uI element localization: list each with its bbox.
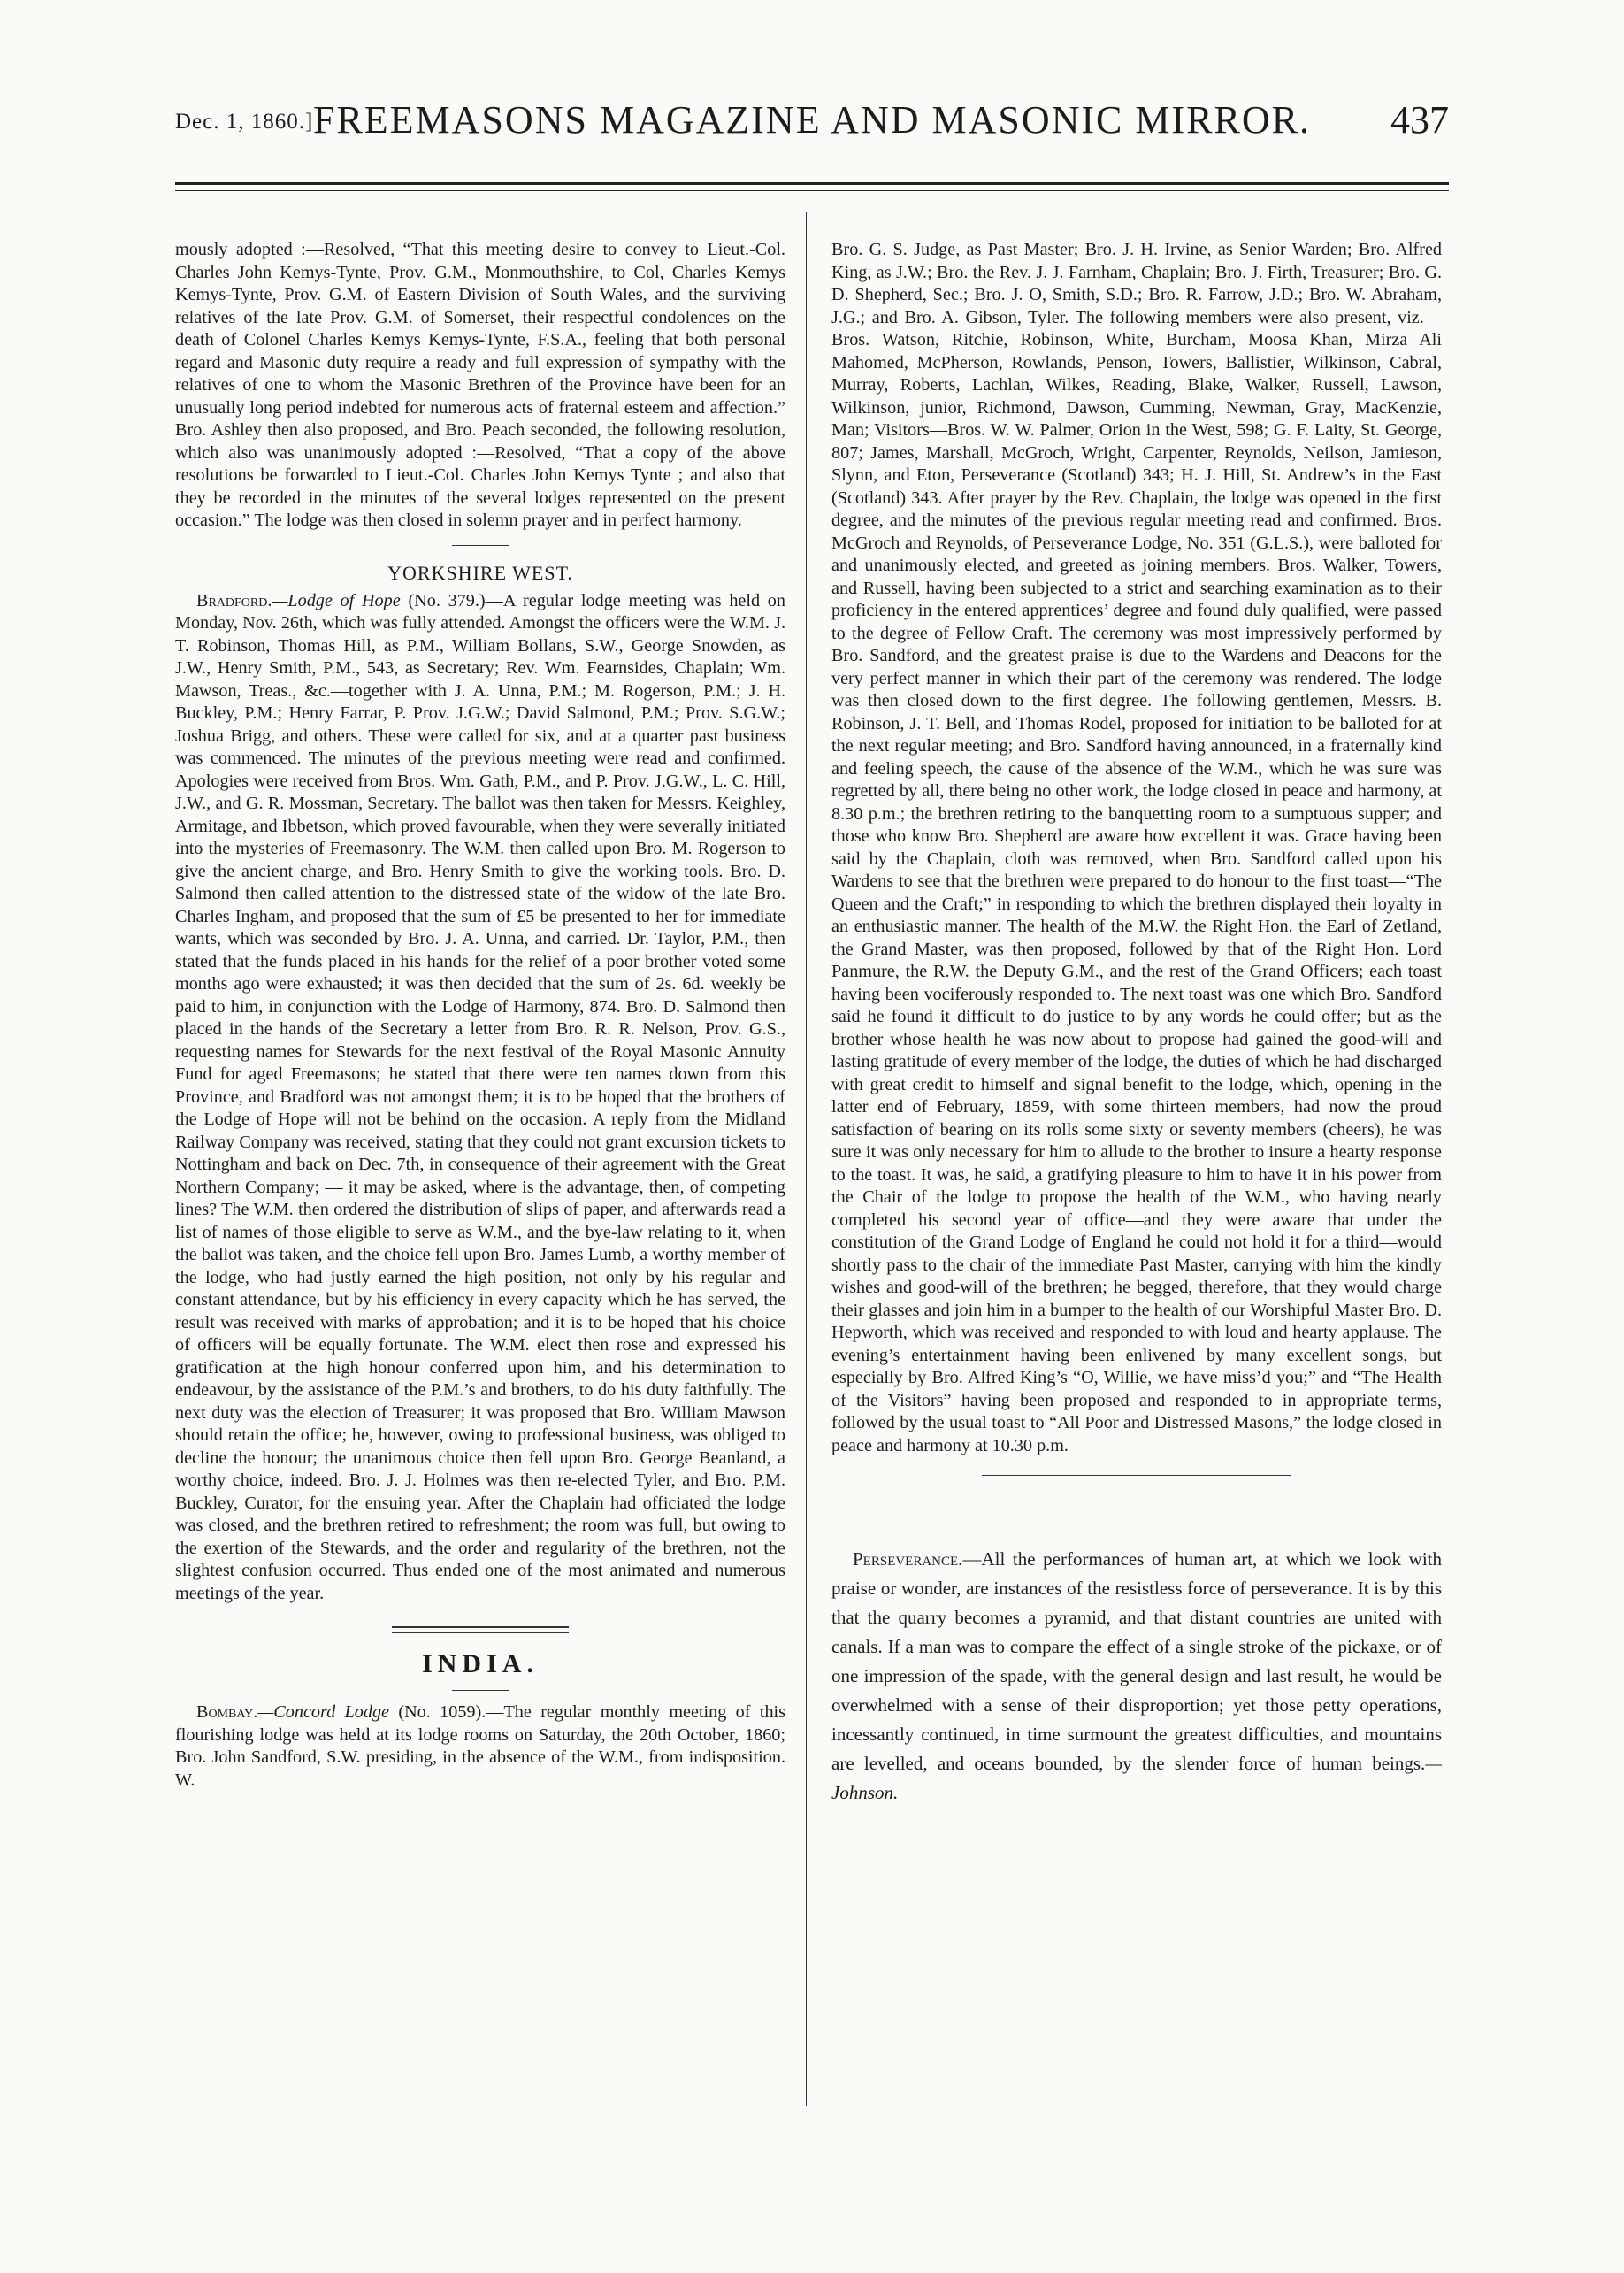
india-rule-bottom	[392, 1632, 569, 1633]
bradford-report-paragraph	[175, 590, 785, 1606]
column-divider	[806, 212, 807, 2106]
india-subrule	[452, 1690, 509, 1691]
perseverance-paragraph	[831, 1545, 1442, 1808]
right-column	[831, 239, 1442, 1808]
india-section	[175, 1626, 785, 1792]
india-rule-top	[392, 1626, 569, 1628]
perseverance-section	[831, 1545, 1442, 1808]
article-end-rule	[982, 1475, 1291, 1476]
somerset-resolution-paragraph: mously adopted :—Resolved, “That this meeting desire to convey to Lieut.-Col. Charles John Kemys-Tynte, Prov. G.M., Monmouthshire, to Col, Charles Kemys Kemys-Tynte, Prov. G.M. of Eastern Division of South Wales, and the surviving relatives of the late Prov. G.M. of Somerset, their respectful condolences on the death of Colonel Charles Kemys Kemys-Tynte, F.S.A., feeling that both personal regard and Masonic duty require a ready and full expression of sympathy with the relatives of one to whom the Masonic Brethren of the Province have been for an unusually long period indebted for numerous acts of fraternal esteem and affection.” Bro. Ashley then also proposed, and Bro. Peach seconded, the following resolution, which also was unanimously adopted :—Resolved, “That a copy of the above resolutions be forwarded to Lieut.-Col. Charles John Kemys Tynte ; and also that they be recorded in the minutes of the several lodges represented on the present occasion.” The lodge was then closed in solemn prayer and in perfect harmony.	[175, 240, 785, 530]
bradford-report-text: (No. 379.)—A regular lodge meeting was held on Monday, Nov. 26th, which was fully attended. Amongst the officers were the W.M. J. T. Robinson, Thomas Hill, as P.M., William Bollans, S.W., George Snowden, as J.W., Henry Smith, P.M., 543, as Secretary; Rev. Wm. Fearnsides, Chaplain; Wm. Mawson, Treas., &c.—together with J. A. Unna, P.M.; M. Rogerson, P.M.; J. H. Buckley, P.M.; Henry Farrar, P. Prov. J.G.W.; David Salmond, P.M.; Prov. S.G.W.; Joshua Brigg, and others. These were called for six, and at a quarter past business was commenced. The minutes of the previous meeting were read and confirmed. Apologies were received from Bros. Wm. Gath, P.M., and P. Prov. J.G.W., L. C. Hill, J.W., and G. R. Mossman, Secretary. The ballot was then taken for Messrs. Keighley, Armitage, and Ibbetson, which proved favourable, when they were severally initiated into the mysteries of Freemasonry. The W.M. then called upon Bro. M. Rogerson to give the ancient charge, and Bro. Henry Smith to give the working tools. Bro. D. Salmond then called attention to the distressed state of the widow of the late Bro. Charles Ingham, and proposed that the sum of £5 be presented to her for immediate wants, which was seconded by Bro. J. A. Unna, and carried. Dr. Taylor, P.M., then stated that the funds placed in his hands for the relief of a poor brother voted some months ago were exhausted; it was then decided that the sum of 2s. 6d. weekly be paid to him, in conjunction with the Lodge of Harmony, 874. Bro. D. Salmond then placed in the hands of the Secretary a letter from Bro. R. R. Nelson, Prov. G.S., requesting names for Stewards for the next festival of the Royal Masonic Annuity Fund for aged Freemasons; he stated that there were ten names down from this Province, and Bradford was not amongst them; it is to be hoped that the brothers of the Lodge of Hope will not be behind on the occasion. A reply from the Midland Railway Company was received, stating that they could not grant excursion tickets to Nottingham and back on Dec. 7th, in consequence of their agreement with the Great Northern Company; — it may be asked, where is the advantage, then, of competing lines? The W.M. then ordered the distribution of slips of paper, and afterwards read a list of names of those eligible to serve as W.M., and the bye-law relating to it, when the ballot was taken, and the choice fell upon Bro. James Lumb, a worthy member of the lodge, who had justly earned the high position, not only by his regular and constant attendance, but by his efficiency in every capacity which he has served, the result was received with marks of approbation; and it is to be hoped that his choice of officers will be equally fortunate. The W.M. elect then rose and expressed his gratification at the high honour conferred upon him, and his determination to endeavour, by the assistance of the P.M.’s and brothers, to do his duty faithfully. The next duty was the election of Treasurer; it was proposed that Bro. William Mawson should retain the office; he, however, owing to professional business, was obliged to decline the honour; the unanimous choice then fell upon Bro. George Beanland, a worthy choice, indeed. Bro. J. J. Holmes was then re-elected Tyler, and Bro. P.M. Buckley, Curator, for the ensuing year. After the Chaplain had officiated the lodge was closed, and the brethren retired to refreshment; the room was full, but owing to the exertion of the Stewards, and the order and regularity of the brethren, not the slightest confusion occurred. Thus ended one of the most animated and numerous meetings of the year.	[175, 590, 785, 1603]
section-heading-yorkshire-west: YORKSHIRE WEST.	[387, 561, 573, 584]
perseverance-text: —All the performances of human art, at which we look with praise or wonder, are instances of the resistless force of perseverance. It is by this that the quarry becomes a pyramid, and that distant countries are united with canals. If a man was to compare the effect of a single stroke of the pickaxe, or of one impression of the spade, with the general design and last result, he would be overwhelmed with a sense of their disproportion; yet those petty operations, incessantly continued, in time surmount the greatest difficulties, and mountains are levelled, and oceans bounded, by the slender force of human beings.	[831, 1548, 1442, 1774]
bombay-lead: Bombay.	[196, 1702, 258, 1722]
page-header	[175, 97, 1449, 140]
bombay-continuation-paragraph: Bro. G. S. Judge, as Past Master; Bro. J. H. Irvine, as Senior Warden; Bro. Alfred King, as J.W.; Bro. the Rev. J. J. Farnham, Chaplain; Bro. J. Firth, Treasurer; Bro. G. D. Shepherd, Sec.; Bro. J. O, Smith, S.D.; Bro. R. Farrow, J.D.; Bro. W. Abraham, J.G.; and Bro. A. Gibson, Tyler. The following members were also present, viz.—Bros. Watson, Ritchie, Robinson, White, Burcham, Moosa Khan, Mirza Ali Mahomed, McPherson, Rowlands, Penson, Towers, Ballistier, Wilkinson, Cabral, Murray, Roberts, Lachlan, Wilkes, Reading, Blake, Walker, Russell, Lawson, Wilkinson, junior, Richmond, Dawson, Cumming, Newman, Gray, MacKenzie, Man; Visitors—Bros. W. W. Palmer, Orion in the West, 598; G. F. Laity, St. George, 807; James, Marshall, McGroch, Wright, Carpenter, Reynolds, Neilson, Jamieson, Slynn, and Eton, Perseverance (Scotland) 343; H. J. Hill, St. Andrew’s in the East (Scotland) 343. After prayer by the Rev. Chaplain, the lodge was opened in the first degree, and the minutes of the previous regular meeting read and confirmed. Bros. McGroch and Reynolds, of Perseverance Lodge, No. 351 (G.L.S.), were balloted for and unanimously elected, and greeted as joining members. Bros. Walker, Towers, and Russell, having been subjected to a strict and searching examination as to their proficiency in the entered apprentices’ degree and found duly qualified, were passed to the degree of Fellow Craft. The ceremony was most impressively performed by Bro. Sandford, and the greatest praise is due to the Wardens and Deacons for the very perfect manner in which their part of the ceremony was rendered. The lodge was then closed down to the first degree. The following gentlemen, Messrs. B. Robinson, J. T. Bell, and Thomas Rodel, proposed for initiation to be balloted for at the next regular meeting; and Bro. Sandford having announced, in a fraternally kind and feeling speech, the cause of the absence of the W.M., which he was sure was regretted by all, there being no other work, the lodge closed in peace and harmony, at 8.30 p.m.; the brethren retiring to the banquetting room to a sumptuous supper; and those who know Bro. Shepherd are aware how excellent it was. Grace having been said by the Chaplain, cloth was removed, when Bro. Sandford called upon his Wardens to see that the brethren were prepared to do honour to the first toast—“The Queen and the Craft;” in responding to which the brethren displayed their loyalty in an enthusiastic manner. The health of the M.W. the Right Hon. the Earl of Zetland, the Grand Master, was then proposed, followed by that of the Right Hon. Lord Panmure, the R.W. the Deputy G.M., and the rest of the Grand Officers; each toast having been vociferously responded to. The next toast was one which Bro. Sandford said he found it difficult to do justice to by any words he could offer; but as the brother whose health he was now about to propose had gained the good-will and lasting gratitude of every member of the lodge, the duties of which he had discharged with great credit to himself and signal benefit to the lodge, which, opening in the latter end of February, 1859, with some thirteen members, had now the proud satisfaction of bearing on its rolls some sixty or seventy members (cheers), he was sure it was only necessary for him to allude to the brother to insure a hearty response to the toast. It was, he said, a gratifying pleasure to him to have it in his power from the Chair of the lodge to propose the health of the W.M., who having nearly completed his second year of office—and they were aware that under the constitution of the Grand Lodge of England he could not hold it for a third—would shortly pass to the chair of the immediate Past Master, carrying with him the kindly wishes and good-will of the brethren; he begged, therefore, that they would charge their glasses and join him in a bumper to the health of our Worshipful Master Bro. D. Hepworth, which was received and responded to with loud and hearty applause. The evening’s entertainment having been enlivened by many excellent songs, but especially by Bro. Alfred King’s “O, Willie, we have miss’d you;” and “The Health of the Visitors” having been proposed and responded to in appropriate terms, followed by the usual toast to “All Poor and Distressed Masons,” the lodge closed in peace and harmony at 10.30 p.m.	[831, 240, 1442, 1455]
perseverance-lead: Perseverance.	[853, 1548, 963, 1570]
magazine-title: FREEMASONS MAGAZINE AND MASONIC MIRROR.	[312, 98, 1311, 142]
bradford-lead: Bradford.	[196, 590, 272, 610]
perseverance-author: —Johnson.	[831, 1753, 1442, 1803]
bombay-report-paragraph	[175, 1701, 785, 1792]
left-column	[175, 239, 785, 1792]
header-rule-thin	[175, 190, 1449, 191]
issue-date: Dec. 1, 1860.]	[175, 110, 314, 134]
section-separator	[452, 545, 509, 546]
page-number: 437	[1390, 98, 1449, 142]
concord-lodge-name: —Concord Lodge	[257, 1702, 390, 1722]
lodge-of-hope-name: —Lodge of Hope	[272, 590, 401, 610]
section-heading-india: INDIA.	[422, 1649, 539, 1678]
bombay-report-text: (No. 1059).—The regular monthly meeting of this flourishing lodge was held at its lodge rooms on Saturday, the 20th October, 1860; Bro. John Sandford, S.W. presiding, in the absence of the W.M., from indisposition. W.	[175, 1702, 785, 1790]
header-rule-thick	[175, 182, 1449, 185]
